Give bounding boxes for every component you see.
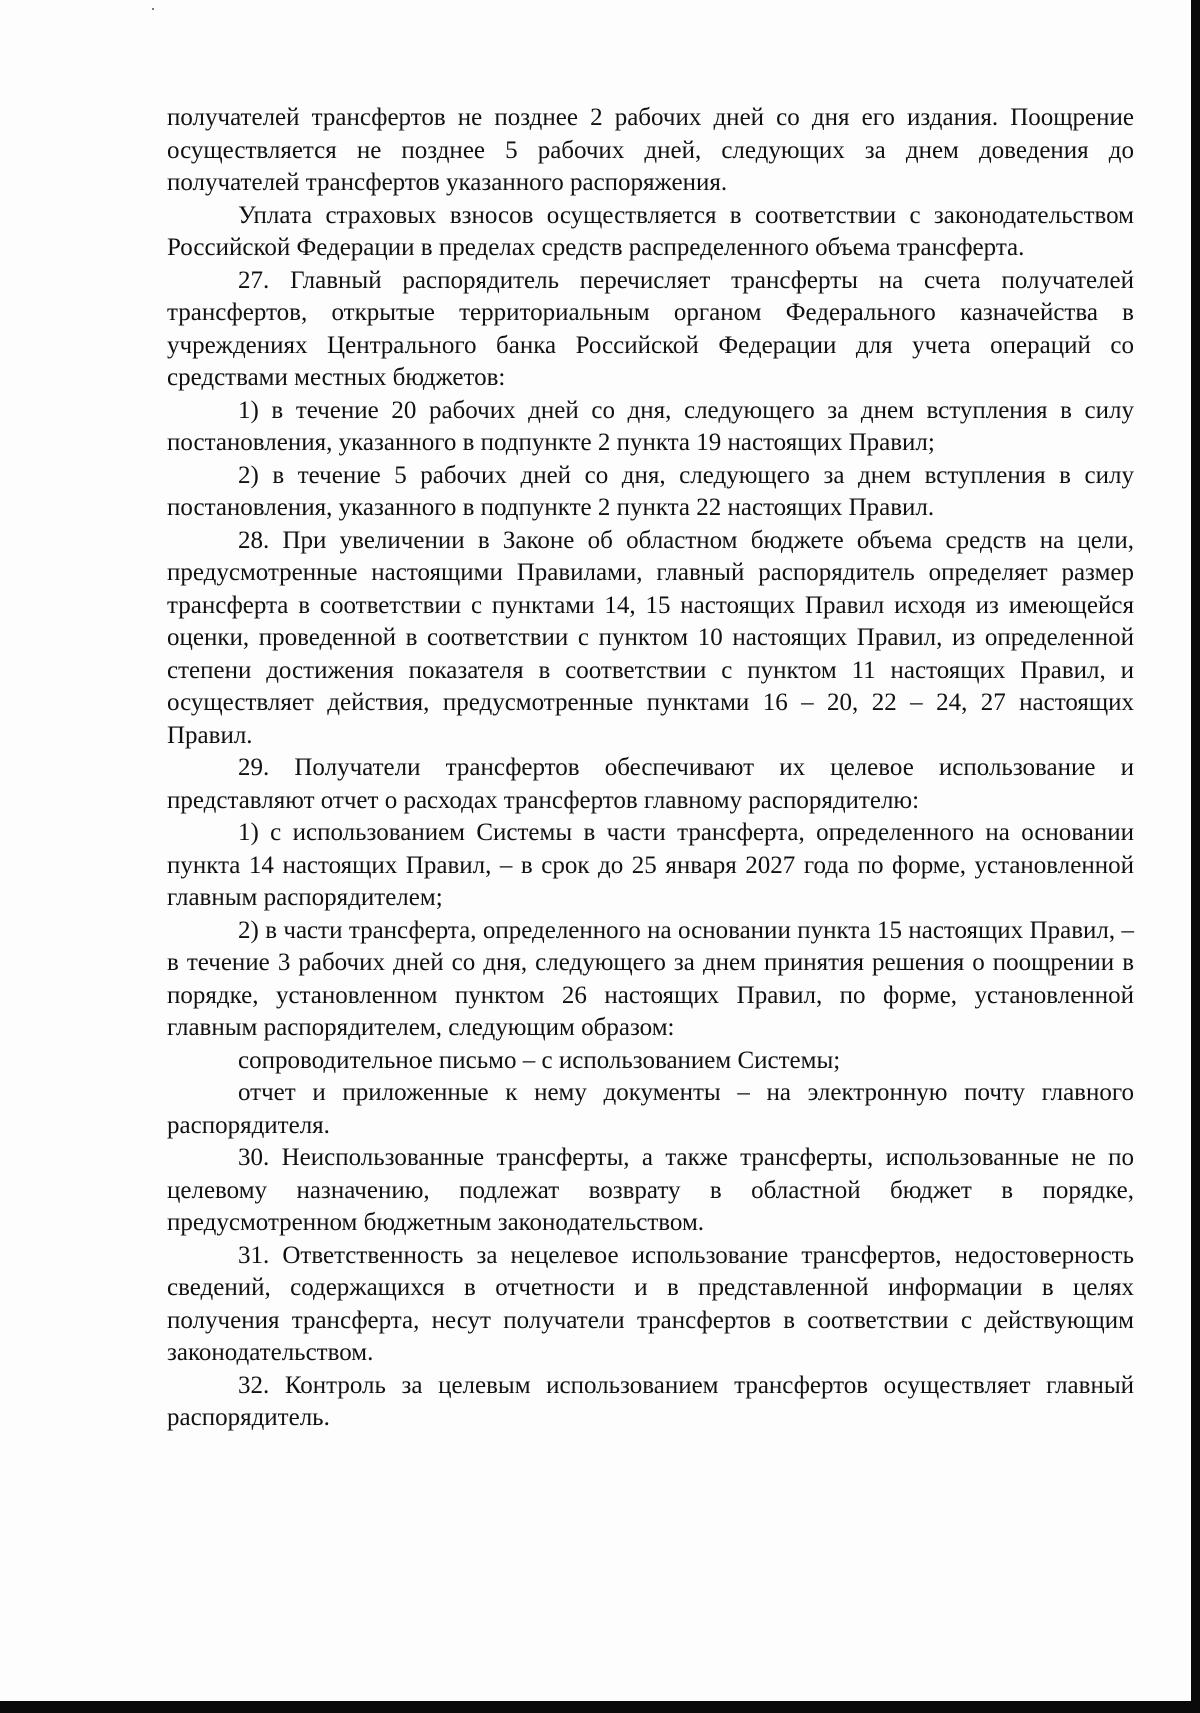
scan-right-border bbox=[1191, 0, 1200, 1713]
paragraph-30: 30. Неиспользованные трансферты, а также трансферты, использованные не по целевому назначению, подлежат возврату в областной бюджет в порядке, предусмотренном бюджетным законодательством. bbox=[167, 1144, 1134, 1236]
paragraph-29-item-1: 1) с использованием Системы в части трансферта, определенного на основании пункта 14 настоящих Правил, – в срок до 25 января 2027 года по форме, установленной главным распорядителем; bbox=[167, 819, 1134, 911]
scan-bottom-border bbox=[0, 1701, 1200, 1713]
paragraph-27-item-2: 2) в течение 5 рабочих дней со дня, следующего за днем вступления в силу постановления, указанного в подпункте 2 пункта 22 настоящих Правил. bbox=[167, 461, 1134, 521]
paragraph-27-item-1: 1) в течение 20 рабочих дней со дня, следующего за днем вступления в силу постановления, указанного в подпункте 2 пункта 19 настоящих Правил; bbox=[167, 396, 1134, 456]
paragraph-27: 27. Главный распорядитель перечисляет трансферты на счета получателей трансфертов, открытые территориальным органом Федерального казначейства в учреждениях Центрального банка Российской Федерации для учета операций со средствами местных бюджетов: bbox=[167, 266, 1134, 391]
paragraph-28: 28. При увеличении в Законе об областном бюджете объема средств на цели, предусмотренные настоящими Правилами, главный распорядитель определяет размер трансферта в соответствии с пунктами 14, 15 настоящих Правил исходя из имеющейся оценки, проведенной в соответствии с пунктом 10 настоящих Правил, из определенной степени достижения показателя в соответствии с пунктом 11 настоящих Правил, и осуществляет действия, предусмотренные пунктами 16 – 20, 22 – 24, 27 настоящих Правил. bbox=[167, 526, 1134, 749]
paragraph-32: 32. Контроль за целевым использованием трансфертов осуществляет главный распорядитель. bbox=[167, 1371, 1134, 1431]
paragraph-31: 31. Ответственность за нецелевое использование трансфертов, недостоверность сведений, содержащихся в отчетности и в представленной информации в целях получения трансферта, несут получатели трансфертов в соответствии с действующим законодательством. bbox=[167, 1241, 1134, 1366]
document-body bbox=[167, 102, 1134, 1435]
paragraph-29-cover-letter: сопроводительное письмо – с использованием Системы; bbox=[238, 1046, 841, 1074]
paragraph-insurance-contributions: Уплата страховых взносов осуществляется в соответствии с законодательством Российской Федерации в пределах средств распределенного объема трансферта. bbox=[167, 201, 1134, 261]
scan-artifact bbox=[152, 8, 154, 10]
paragraph-29: 29. Получатели трансфертов обеспечивают их целевое использование и представляют отчет о расходах трансфертов главному распорядителю: bbox=[167, 754, 1134, 814]
paragraph-29-item-2: 2) в части трансферта, определенного на основании пункта 15 настоящих Правил, – в течение 3 рабочих дней со дня, следующего за днем принятия решения о поощрении в порядке, установленном пунктом 26 настоящих Правил, по форме, установленной главным распорядителем, следующим образом: bbox=[167, 916, 1134, 1041]
paragraph-continuation: получателей трансфертов не позднее 2 рабочих дней со дня его издания. Поощрение осуществляется не позднее 5 рабочих дней, следующих за днем доведения до получателей трансфертов указанного распоряжения. bbox=[167, 104, 1134, 196]
paragraph-29-report-email: отчет и приложенные к нему документы – на электронную почту главного распорядителя. bbox=[167, 1079, 1134, 1139]
